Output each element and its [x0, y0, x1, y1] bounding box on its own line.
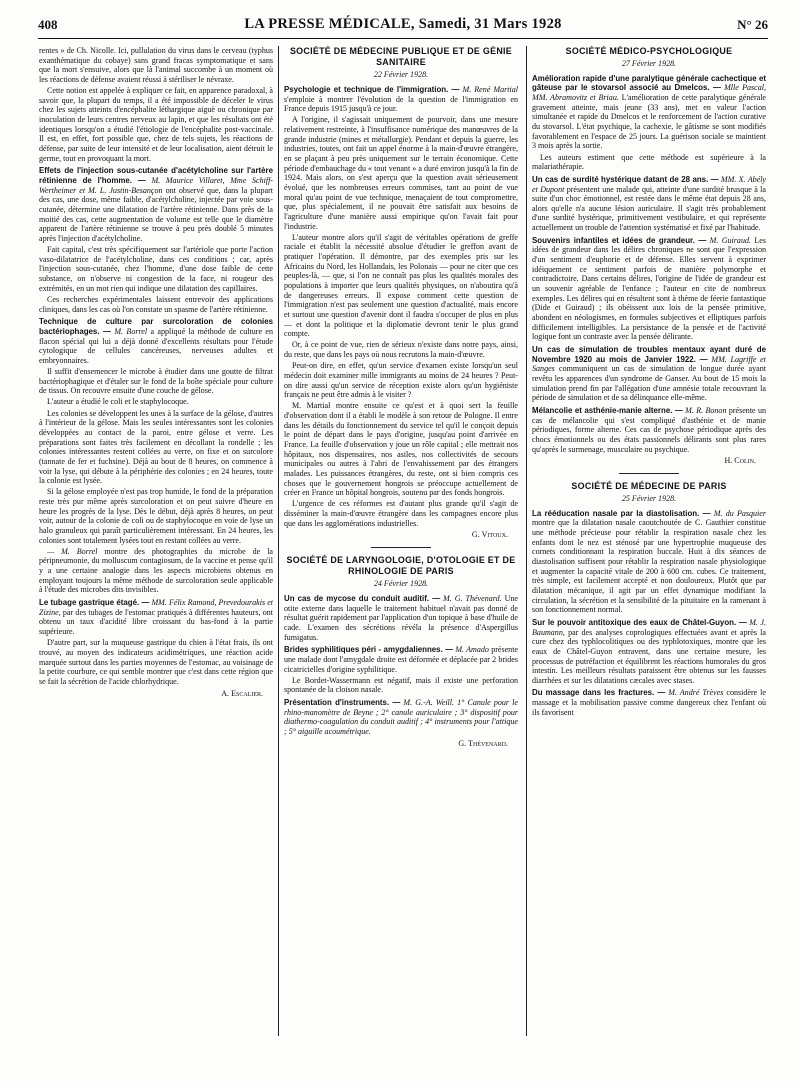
- article-authors: M. André Trèves: [668, 688, 724, 698]
- article-lead: [532, 175, 766, 233]
- page-header: [38, 14, 768, 39]
- article: [284, 85, 518, 529]
- section-heading: SOCIÉTÉ DE LARYNGOLOGIE, D'OTOLOGIE ET DE RHINOLOGIE DE PARIS: [286, 555, 516, 577]
- article-lead: [532, 618, 766, 686]
- paragraph: L'urgence de ces réformes est d'autant plus grande qu'il s'agit de disséminer la main-d'œuvre étrangère dans les campagnes encore plus que dans les agglomérations industrielles.: [284, 499, 518, 528]
- article: [532, 236, 766, 342]
- article-text: 1° Canule pour le rhino-manomètre de Beyne ; 2° canule auriculaire ; 3° dispositif pour diathermo-coagulation du conduit auditif ; 4° instruments pour l'attique ; 5° aiguille acoumétrique.: [284, 698, 518, 737]
- article-lead: [532, 74, 766, 151]
- section-date: 27 Février 1928.: [621, 59, 677, 69]
- article-text: par des tubages de l'estomac pratiqués à différentes hauteurs, ont obtenu un taux d'acidité libre croissant du bas-fond à la partie supérieure.: [39, 607, 273, 637]
- paragraph: L'auteur montre alors qu'il s'agit de véritables opérations de greffe raciale et établit la nécessité absolue d'étudier le greffon avant de pratiquer l'opération. Il démontre, par des exemples pris sur les Africains du Nord, les Hollandais, les Polonais — pour ne citer que ces peuples-là, — que, si l'on ne connaît pas plus les qualités morales des populations à importer que leurs qualités physiques, on n'aboutira qu'à de dangereuses erreurs. Il expose comment cette question de l'immigration n'est pas seulement une question d'actualité, mais encore et surtout une question d'avenir dont il faudra s'occuper de plus en plus — et dont la politique et la diplomatie devront tenir le plus grand compte.: [284, 232, 518, 339]
- signature: G. Thévenard.: [458, 738, 508, 748]
- article-title: Amélioration rapide d'une paralytique générale cachectique et gâteuse par le stovarsol associé au Dmelcos. —: [532, 73, 766, 93]
- article-title: Un cas de surdité hystérique datant de 28 ans. —: [532, 174, 719, 184]
- article: [532, 175, 766, 233]
- article-authors: M. Borrel: [114, 326, 148, 336]
- article-text: montre que la dilatation nasale caoutchoutée de C. Gauthier constitue une méthode précieuse pour rétablir la respiration nasale chez les enfants dont le nez est sténosé par une hypertrophie muqueuse des cornets conditionnant la respiration buccale. Huit à dix séances de diastolisation suffisent pour rétablir la respiration nasale physiologique et augmenter la capacité vitale de 200 à 600 cm. cubes. Ce traitement, très simple, est facilement accepté et non douloureux. Plutôt que par dilatation mécanique, il agit par un effet dynamique modifiant la circulation, la sécrétion et la sensibilité de la pituitaire en la ramenant à son fonctionnement normal.: [532, 518, 766, 615]
- column-divider: [278, 46, 279, 1036]
- column-3: [532, 46, 766, 1054]
- article-lead: [284, 645, 518, 674]
- paragraph: rentes » de Ch. Nicolle. Ici, pullulation du virus dans le cerveau (typhus exanthématique du cobaye) sans grand fracas symptomatique et sans que la mort s'ensuive, alors que là l'animal succombe à un moment où les réactions de défense avaient réussi à stériliser le névraxe.: [39, 46, 273, 84]
- article: [284, 698, 518, 737]
- article-authors: M. René Martial: [462, 84, 518, 94]
- paragraph: Ces recherches expérimentales laissent entrevoir des applications cliniques, dans les cas où l'on constate un spasme de l'artère rétinienne.: [39, 294, 273, 314]
- article-authors: M. du Pasquier: [713, 508, 766, 518]
- signature: G. Vitoux.: [471, 530, 508, 540]
- paragraph: M. Martial montre ensuite ce qu'est et à quoi sert la feuille d'observation dont il a établi le modèle à son retour de Pologne. Il entre dans les détails du fonctionnement du service tel qu'il le conçoit depuis le point de départ dans le pays d'origine, jusqu'au point d'arrivée en France. La feuille d'observation y joue un rôle capital ; elle mettrait nos hôpitaux, nos dispensaires, nos asiles, nos collectivités de secours municipales ou autres à l'abri de l'envahissement par des étrangers malades. Les puissances étrangères, du reste, ont si bien compris ces choses que le gouvernement hongrois se préoccupe actuellement de créer en France un hôpital hongrois, soutenu par des fonds hongrois.: [284, 401, 518, 498]
- article-authors: M. Maurice Villaret, Mme Schiff-Wertheimer et M. L. Justin-Besançon: [39, 176, 273, 195]
- article-lead: [284, 698, 518, 737]
- article-lead: [532, 406, 766, 454]
- article-authors: M. G. Thévenard.: [443, 594, 502, 603]
- article-lead: [532, 509, 766, 615]
- article-lead: [39, 166, 273, 243]
- paragraph: A l'origine, il s'agissait uniquement de pourvoir, dans une mesure relativement restreinte, à l'insuffisance numérique des manœuvres de la grande industrie (mines et métallurgie). Pendant et depuis la guerre, les industries, toutes, ont fait un appel énorme à la main-d'œuvre étrangère, en se plaçant à peu près uniquement sur le terrain économique. Cette période d'embauchage du « tout venant » a duré environ jusqu'à la fin de 1924. Mais alors, on s'est aperçu que la question avait sérieusement évolué, que les nombreuses erreurs commises, tant au point de vue moral qu'au point de vue technique, menaçaient de tout compromettre, que, plus spécialement, il ne pouvait être satisfait aux besoins de l'agriculture d'une manière aussi empirique qu'on l'avait fait pour l'industrie.: [284, 115, 518, 231]
- article-title: La rééducation nasale par la diastolisation. —: [532, 508, 711, 518]
- article-authors: M. Guiraud.: [709, 235, 751, 245]
- article-lead: [532, 345, 766, 403]
- issue-number: N° 26: [737, 17, 768, 32]
- article: [532, 688, 766, 717]
- article-text: présente une malade dont l'amygdale droite est déformée et déplacée par 2 brides cicatricielles d'origine syphilitique.: [284, 645, 518, 674]
- article-title: Effets de l'injection sous-cutanée d'acétylcholine sur l'artère rétinienne de l'homme. —: [39, 166, 273, 186]
- article-authors: MM. X. Abély et Dupont: [532, 174, 766, 194]
- article-title: Du massage dans les fractures. —: [532, 688, 666, 698]
- article-text: ont observé que, dans la plupart des cas, une dose, même faible, d'acétylcholine, injectée par voie sous-cutanée, détermine une dilatation de l'artère rétinienne. Dans près de la moitié des cas, cette augmentation de volume est telle que le diamètre apparent de l'artère rétinienne se trouve à peu près doublé 5 minutes après l'injection d'acétylcholine.: [39, 185, 273, 243]
- article-text: considère le massage et la mobilisation passive comme dangereux chez l'enfant où ils favorisent: [532, 688, 766, 717]
- article-title: Présentation d'instruments. —: [284, 698, 401, 708]
- article: [532, 509, 766, 615]
- article-title: Mélancolie et asthénie-manie alterne. —: [532, 405, 683, 415]
- paragraph: Il suffit d'ensemencer le microbe à étudier dans une goutte de filtrat bactériophagique et d'étaler sur le fond de la boîte spéciale pour culture de tissus. On recouvre ensuite d'une couche de gélose.: [39, 367, 273, 396]
- article-authors: MM. Lagriffe et Sanges: [532, 354, 766, 374]
- article-text: Les idées de grandeur dans les délires chroniques ne sont que l'expression d'un sentiment d'euphorie et de défense. Elles servent à exprimer idéiquement ce sentiment parfois de manière polymorphe et contradictoire. Dans certains délires, l'origine de l'idée de grandeur est un souvenir agréable de l'enfance ; l'auteur en cite de nombreux exemples. Les délires qui en résultent sont à thème de féerie fantastique (Dide et Guiraud) ; ils obéissent aux lois de la pensée primitive, abondent en néologismes, en formules subjectives et elliptiques parfois difficilement intelligibles. La persistance de la pensée et de l'activité logique font un contraste avec la pensée délirante.: [532, 235, 766, 342]
- column-divider: [526, 46, 527, 1036]
- article-text: L'amélioration de cette paralytique générale gravement atteinte, mais jeune (33 ans), met en valeur l'action simultanée et rapide du Dmelcos et le renforcement de l'action curative du stovarsol. L'état psychique, la cachexie, le gâtisme se sont modifiés favorablement en l'espace de 25 jours. La guérison sociale se maintient 3 mois après la sortie.: [532, 93, 766, 151]
- article-lead: [39, 598, 273, 637]
- section-date: 25 Février 1928.: [621, 494, 677, 503]
- article-title: Sur le pouvoir antitoxique des eaux de Châtel-Guyon. —: [532, 617, 747, 627]
- signature: H. Colin.: [724, 456, 756, 466]
- paragraph: Cette notion est appelée à expliquer ce fait, en apparence paradoxal, à savoir que, la plupart du temps, il a été impossible de déceler le virus chez les sujets atteints d'encéphalite léthargique aiguë ou chronique par inoculation de leurs centres nerveux au lapin, et que les résultats ont été identiques lorsqu'on a étudié l'étiologie de l'encéphalite post-vaccinale. Il est, en effet, fort possible que, chez de tels sujets, les réactions de défense, par suite de leur intensité et de leur localisation, aient détruit le germe, tout en provoquant la mort.: [39, 86, 273, 163]
- paragraph: Peut-on dire, en effet, qu'un service d'examen existe lorsqu'un seul médecin doit examiner mille immigrants au moins de 24 heures ? Peut-on dire aussi qu'un service de réception existe alors qu'un hygiéniste français ne peut être admis à le visiter ?: [284, 361, 518, 400]
- article: [284, 594, 518, 642]
- article-text: montre des photographies du microbe de la péripneumonie, du molluscum contagiosum, de la vaccine et pense qu'il y a une certaine analogie dans les aspects microbiens obtenus en employant toujours la même méthode de surcoloration seule applicable à l'étude des microbes dits invisibles.: [39, 546, 273, 595]
- column-1: [39, 46, 273, 1054]
- paragraph: Fait capital, c'est très spécifiquement sur l'artériole que porte l'action vaso-dilatatrice de l'acétylcholine, dans ces conditions ; car, après l'injection sous-cutanée, chez l'homme, d'une dose faible de cette substance, on n'observe ni congestion de la face, ni rougeur des extrémités, en un mot rien qui indique une dilatation des capillaires.: [39, 245, 273, 293]
- article-authors: Mlle Pascal, MM. Abramovitz et Briau.: [532, 83, 766, 103]
- paragraph: Les auteurs estiment que cette méthode est supérieure à la malariathérapie.: [532, 152, 766, 172]
- article: [39, 317, 273, 595]
- section-heading: SOCIÉTÉ DE MÉDECINE PUBLIQUE ET DE GÉNIE SANITAIRE: [289, 46, 513, 68]
- article: [39, 598, 273, 686]
- article-title: Un cas de mycose du conduit auditif. —: [284, 594, 441, 603]
- article-authors: M. Amado: [455, 645, 489, 655]
- article-authors: M. R. Bonon: [685, 405, 727, 415]
- article-text: par des analyses coprologiques effectuées avant et après la cure chez des typhlocolitiques ou des typhlotoxiques, montre que les eaux de Châtel-Guyon entravent, dans une certaine mesure, les processus de putréfaction et équilibrent les réactions humorales du gros intestin. Les meilleurs résultats paraissent être obtenus sur les fausses diarrhées et sur les dilatations cæcales avec stases.: [532, 627, 766, 685]
- article-title: Brides syphilitiques péri - amygdaliennes. —: [284, 645, 454, 655]
- article: [532, 406, 766, 454]
- article-title: Technique de culture par surcoloration de colonies bactériophages. —: [39, 317, 273, 336]
- article-authors: — M. Borrel: [47, 546, 98, 556]
- section-date: 24 Février 1928.: [373, 579, 429, 589]
- article-text: s'emploie à montrer l'évolution de la question de l'immigration en France depuis 1915 jusqu'à ce jour.: [284, 94, 518, 114]
- article-title: Psychologie et technique de l'immigration. —: [284, 84, 460, 94]
- section-divider: [371, 547, 431, 548]
- article-lead: [284, 594, 518, 642]
- journal-title: LA PRESSE MÉDICALE, Samedi, 31 Mars 1928: [244, 16, 562, 32]
- column-2: [284, 46, 518, 1054]
- section-date: 22 Février 1928.: [373, 70, 429, 80]
- article-lead: [532, 236, 766, 342]
- article-title: Un cas de simulation de troubles mentaux ayant duré de Novembre 1920 au mois de Janvier 1922. —: [532, 345, 766, 364]
- article-text: a appliqué la méthode de culture en flacon spécial qui lui a déjà donné d'excellents résultats pour l'étude cytologique de cellules cancéreuses, nerveuses adultes et embryonnaires.: [39, 326, 273, 365]
- article-text: Une otite externe dans laquelle le traitement habituel n'avait pas donné de résultat guérit rapidement par l'application d'un topique à base d'huile de cade. L'examen des sécrétions révéla la présence d'Aspergillus fumigatus.: [284, 594, 518, 642]
- article-authors: M. J. Baumann,: [532, 617, 766, 637]
- section-heading: SOCIÉTÉ MÉDICO-PSYCHOLOGIQUE: [565, 46, 733, 56]
- paragraph: D'autre part, sur la muqueuse gastrique du chien à l'état frais, ils ont trouvé, au moyen des indicateurs acidimétriques, une réaction acide marquée surtout dans les parties moyennes de l'estomac, au voisinage de la petite courbure, ce qui semble montrer que c'est dans cette région que se fait la sécrétion de l'acide chlorhydrique.: [39, 638, 273, 686]
- paragraph: [39, 547, 273, 595]
- page-number: 408: [38, 17, 58, 32]
- section-heading: SOCIÉTÉ DE MÉDECINE DE PARIS: [571, 480, 727, 491]
- article-text: présentent une malade qui, atteinte d'une surdité brusque à la suite d'un choc émotionnel, est restée dans le même état depuis 28 ans, alors qu'elle n'a aucune lésion auriculaire. Il s'agit très probablement d'une surdité hystérique, primitivement vestibulaire, et qui représente actuellement un trouble de l'attention systématisé et fixé par l'habitude.: [532, 184, 766, 233]
- article: [532, 345, 766, 403]
- article: [532, 74, 766, 172]
- article: [39, 166, 273, 314]
- article-authors: MM. Félix Ramond, Prevedourakis et Zizine,: [39, 598, 273, 617]
- article: [284, 645, 518, 695]
- article-title: Souvenirs infantiles et idées de grandeur. —: [532, 235, 707, 245]
- paragraph: L'auteur a étudié le coli et le staphylocoque.: [47, 397, 189, 407]
- article-title: Le tubage gastrique étagé. —: [39, 598, 150, 608]
- signature: A. Escalier.: [221, 688, 263, 698]
- article: [532, 618, 766, 686]
- paragraph: Les colonies se développent les unes à la surface de la gélose, d'autres à l'intérieur de la gélose. Mais les seules intéressantes sont les colonies développées au contact de la paroi, entre gélose et verre. Les préparations sont faites très facilement en décollant la rondelle ; les colonies intéressantes restent collées au verre, on fixe et on surcolore (tannate de fer et fuchsine). Déjà au bout de 8 heures, on commence à voir la lyse, qui débute à la périphérie des colonies ; en 24 heures, toute la colonie est lysée.: [39, 408, 273, 486]
- article-lead: [284, 85, 518, 114]
- paragraph: Le Bordet-Wassermann est négatif, mais il existe une perforation spontanée de la cloison nasale.: [284, 675, 518, 695]
- article-authors: M. G.-A. Weill.: [403, 698, 455, 708]
- article-text: présente un cas de mélancolie qui s'est compliqué d'asthénie et de manie périodiques, forme alterne. Ces cas de psychose périodique après des chocs émotionnels ou des états passionnels délirants sont plus rares qu'après le surmenage, musculaire ou psychique.: [532, 405, 766, 454]
- article-lead: [532, 688, 766, 717]
- article-text: communiquent un cas de simulation de longue durée ayant revêtu les apparences d'un syndrome de Ganser. Au bout de 15 mois la simulation prend fin par l'allégation d'une amnésie totale recouvrant la période de simulation et de sa délinquance elle-même.: [532, 364, 766, 403]
- section-divider: [619, 473, 679, 474]
- paragraph: Si la gélose employée n'est pas trop humide, le fond de la préparation reste très pur même après surcoloration et on peut suivre d'heure en heure les progrès de la lyse. Dès le début, déjà après 8 heures, on peut voir, autour de la colonie de coli ou de staphylocoque en voie de lyse un halo granuleux qui paraît particulièrement intéressant. En 24 heures, les colonies sont totalement lysées tout en restant collées au verre.: [39, 487, 273, 545]
- article-lead: [39, 317, 273, 365]
- paragraph: Or, à ce point de vue, rien de sérieux n'existe dans notre pays, ainsi, du reste, que dans les pays où nous recrutons la main-d'œuvre.: [284, 340, 518, 360]
